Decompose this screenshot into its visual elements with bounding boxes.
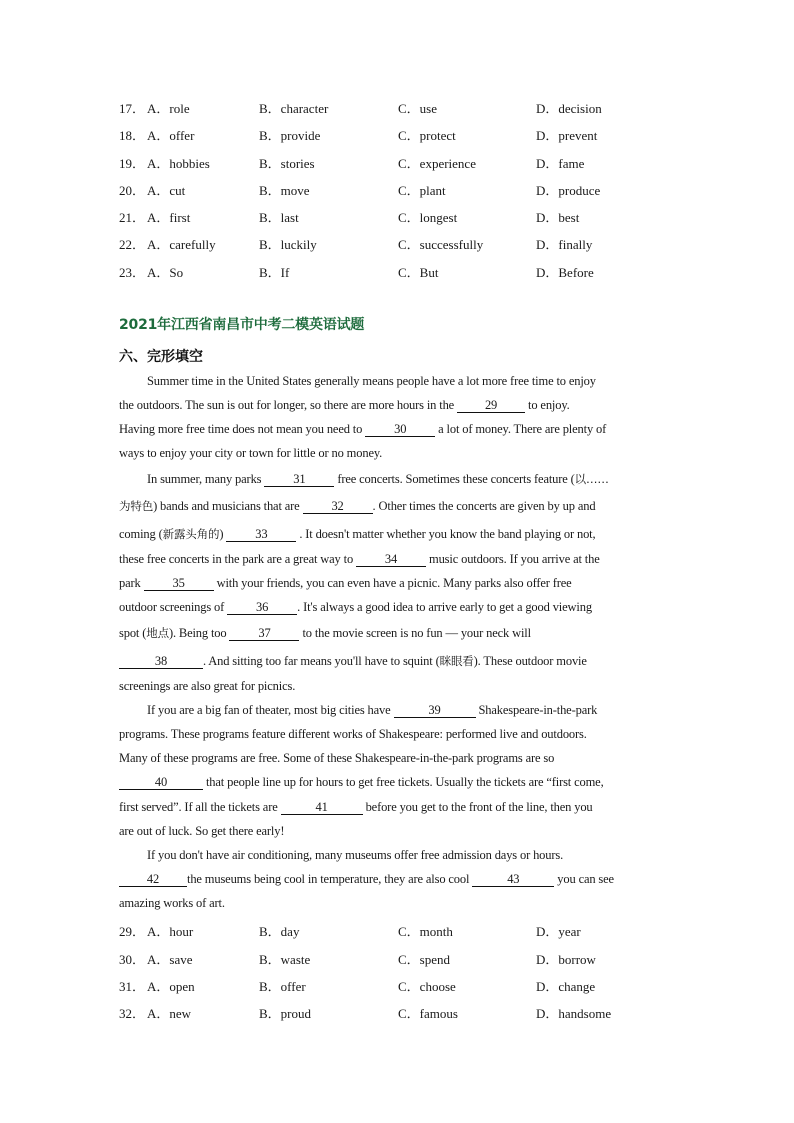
option-d: D．change xyxy=(536,979,596,994)
passage-text: ways to enjoy your city or town for little or no money. xyxy=(119,446,383,460)
question-number: 30． xyxy=(119,952,146,967)
question-number: 18． xyxy=(119,128,146,143)
option-c: C．protect xyxy=(398,128,456,143)
passage-text: . Other times the concerts are given by up and xyxy=(372,499,596,513)
option-c: C．choose xyxy=(398,979,456,994)
passage-line xyxy=(119,751,675,766)
passage-line xyxy=(119,653,675,669)
option-b: B．waste xyxy=(259,952,311,967)
blank-30[interactable]: 30 xyxy=(365,423,435,437)
passage-text: screenings are also great for picnics. xyxy=(119,679,296,693)
passage-text: If you don't have air conditioning, many museums offer free admission days or hours. xyxy=(147,848,564,862)
passage-text: If you are a big fan of theater, most big cities have xyxy=(147,703,394,717)
option-d: D．handsome xyxy=(536,1006,612,1021)
question-number: 19． xyxy=(119,156,146,171)
blank-39[interactable]: 39 xyxy=(394,704,476,718)
blank-35[interactable]: 35 xyxy=(144,577,214,591)
passage-line xyxy=(119,600,675,615)
option-b: B．luckily xyxy=(259,237,317,252)
passage-text: before you get to the front of the line, then you xyxy=(362,800,593,814)
question-number: 20． xyxy=(119,183,146,198)
option-a: A．new xyxy=(147,1006,192,1021)
option-d: D．year xyxy=(536,924,581,939)
passage-text: ). These outdoor movie xyxy=(473,654,587,668)
passage-line xyxy=(119,446,675,461)
option-b: B．offer xyxy=(259,979,306,994)
passage-line xyxy=(119,775,675,790)
passage-line xyxy=(119,576,675,591)
option-a: A．hour xyxy=(147,924,194,939)
passage-text: the outdoors. The sun is out for longer, so there are more hours in the xyxy=(119,398,458,412)
passage-text: outdoor screenings of xyxy=(119,600,228,614)
gloss-text: 地点 xyxy=(146,626,169,640)
passage-line xyxy=(119,498,675,514)
passage-text: ) xyxy=(219,527,227,541)
passage-line xyxy=(119,896,675,911)
passage-text: free concerts. Sometimes these concerts feature ( xyxy=(334,472,575,486)
option-d: D．finally xyxy=(536,237,593,252)
passage-text: Summer time in the United States generally means people have a lot more free time to enjoy xyxy=(147,374,596,388)
passage-text: Having more free time does not mean you need to xyxy=(119,422,366,436)
passage-line xyxy=(119,398,675,413)
passage-text: spot ( xyxy=(119,626,147,640)
blank-42[interactable]: 42 xyxy=(119,873,187,887)
option-c: C．experience xyxy=(398,156,476,171)
option-a: A．open xyxy=(147,979,195,994)
option-a: A．first xyxy=(147,210,191,225)
question-number: 32． xyxy=(119,1006,146,1021)
blank-31[interactable]: 31 xyxy=(264,473,334,487)
option-a: A．cut xyxy=(147,183,186,198)
passage-line xyxy=(147,471,675,487)
option-b: B．day xyxy=(259,924,300,939)
passage-text: park xyxy=(119,576,144,590)
passage-line xyxy=(119,679,675,694)
blank-34[interactable]: 34 xyxy=(356,553,426,567)
blank-36[interactable]: 36 xyxy=(227,601,297,615)
passage-text: to enjoy. xyxy=(525,398,570,412)
passage-text: you can see xyxy=(554,872,614,886)
passage-text: ) bands and musicians that are xyxy=(153,499,303,513)
option-c: C．plant xyxy=(398,183,446,198)
option-b: B．provide xyxy=(259,128,321,143)
passage-text: programs. These programs feature different works of Shakespeare: performed live and outdoors. xyxy=(119,727,587,741)
question-number: 17． xyxy=(119,101,146,116)
gloss-text: 眯眼看 xyxy=(439,654,474,668)
passage-text: music outdoors. If you arrive at the xyxy=(426,552,600,566)
option-c: C．month xyxy=(398,924,453,939)
passage-line xyxy=(119,552,675,567)
option-d: D．prevent xyxy=(536,128,598,143)
option-b: B．If xyxy=(259,265,290,280)
passage-line xyxy=(147,703,675,718)
option-b: B．last xyxy=(259,210,299,225)
option-a: A．save xyxy=(147,952,193,967)
blank-40[interactable]: 40 xyxy=(119,776,203,790)
option-c: C．use xyxy=(398,101,438,116)
passage-text: to the movie screen is no fun — your neck will xyxy=(299,626,531,640)
blank-33[interactable]: 33 xyxy=(226,528,296,542)
question-number: 23． xyxy=(119,265,146,280)
option-c: C．spend xyxy=(398,952,451,967)
question-number: 31． xyxy=(119,979,146,994)
option-b: B．proud xyxy=(259,1006,312,1021)
passage-text: that people line up for hours to get free tickets. Usually the tickets are “first come, xyxy=(203,775,604,789)
option-d: D．decision xyxy=(536,101,602,116)
passage-text: Shakespeare-in-the-park xyxy=(475,703,598,717)
blank-29[interactable]: 29 xyxy=(457,399,525,413)
option-a: A．offer xyxy=(147,128,195,143)
passage-text: . It doesn't matter whether you know the band playing or not, xyxy=(296,527,596,541)
option-a: A．So xyxy=(147,265,184,280)
option-c: C．longest xyxy=(398,210,458,225)
section-heading: 六、完形填空 xyxy=(119,349,203,365)
passage-text: first served”. If all the tickets are xyxy=(119,800,281,814)
passage-text: amazing works of art. xyxy=(119,896,225,910)
option-b: B．move xyxy=(259,183,310,198)
passage-text: a lot of money. There are plenty of xyxy=(435,422,607,436)
option-d: D．best xyxy=(536,210,580,225)
passage-text: coming ( xyxy=(119,527,163,541)
option-c: C．famous xyxy=(398,1006,458,1021)
blank-37[interactable]: 37 xyxy=(229,627,299,641)
option-a: A．hobbies xyxy=(147,156,210,171)
passage-text: ). Being too xyxy=(168,626,230,640)
option-d: D．produce xyxy=(536,183,601,198)
passage-text: Many of these programs are free. Some of these Shakespeare-in-the-park programs are so xyxy=(119,751,555,765)
passage-text: with your friends, you can even have a picnic. Many parks also offer free xyxy=(213,576,572,590)
passage-line xyxy=(147,848,675,863)
blank-38[interactable]: 38 xyxy=(119,655,203,669)
passage-line xyxy=(119,625,675,641)
blank-43[interactable]: 43 xyxy=(472,873,554,887)
passage-line xyxy=(119,422,675,437)
passage-line xyxy=(119,824,675,839)
question-number: 29． xyxy=(119,924,146,939)
passage-line xyxy=(119,526,675,542)
option-a: A．role xyxy=(147,101,190,116)
passage-line xyxy=(147,374,675,389)
gloss-text: 为特色 xyxy=(119,499,154,513)
option-d: D．fame xyxy=(536,156,585,171)
gloss-text: 以…… xyxy=(574,472,609,486)
passage-text: . And sitting too far means you'll have to squint ( xyxy=(203,654,440,668)
passage-line xyxy=(119,872,675,887)
passage-line xyxy=(119,800,675,815)
option-c: C．successfully xyxy=(398,237,484,252)
blank-41[interactable]: 41 xyxy=(281,801,363,815)
gloss-text: 新露头角的 xyxy=(162,527,220,541)
passage-text: are out of luck. So get there early! xyxy=(119,824,285,838)
option-c: C．But xyxy=(398,265,439,280)
option-b: B．character xyxy=(259,101,329,116)
passage-text: these free concerts in the park are a great way to xyxy=(119,552,357,566)
option-a: A．carefully xyxy=(147,237,216,252)
option-d: D．Before xyxy=(536,265,594,280)
exam-title: 2021年江西省南昌市中考二模英语试题 xyxy=(119,317,365,333)
option-b: B．stories xyxy=(259,156,315,171)
passage-text: . It's always a good idea to arrive early to get a good viewing xyxy=(297,600,592,614)
passage-text: the museums being cool in temperature, they are also cool xyxy=(187,872,473,886)
passage-text: In summer, many parks xyxy=(147,472,265,486)
passage-line xyxy=(119,727,675,742)
option-d: D．borrow xyxy=(536,952,596,967)
question-number: 22． xyxy=(119,237,146,252)
question-number: 21． xyxy=(119,210,146,225)
blank-32[interactable]: 32 xyxy=(303,500,373,514)
